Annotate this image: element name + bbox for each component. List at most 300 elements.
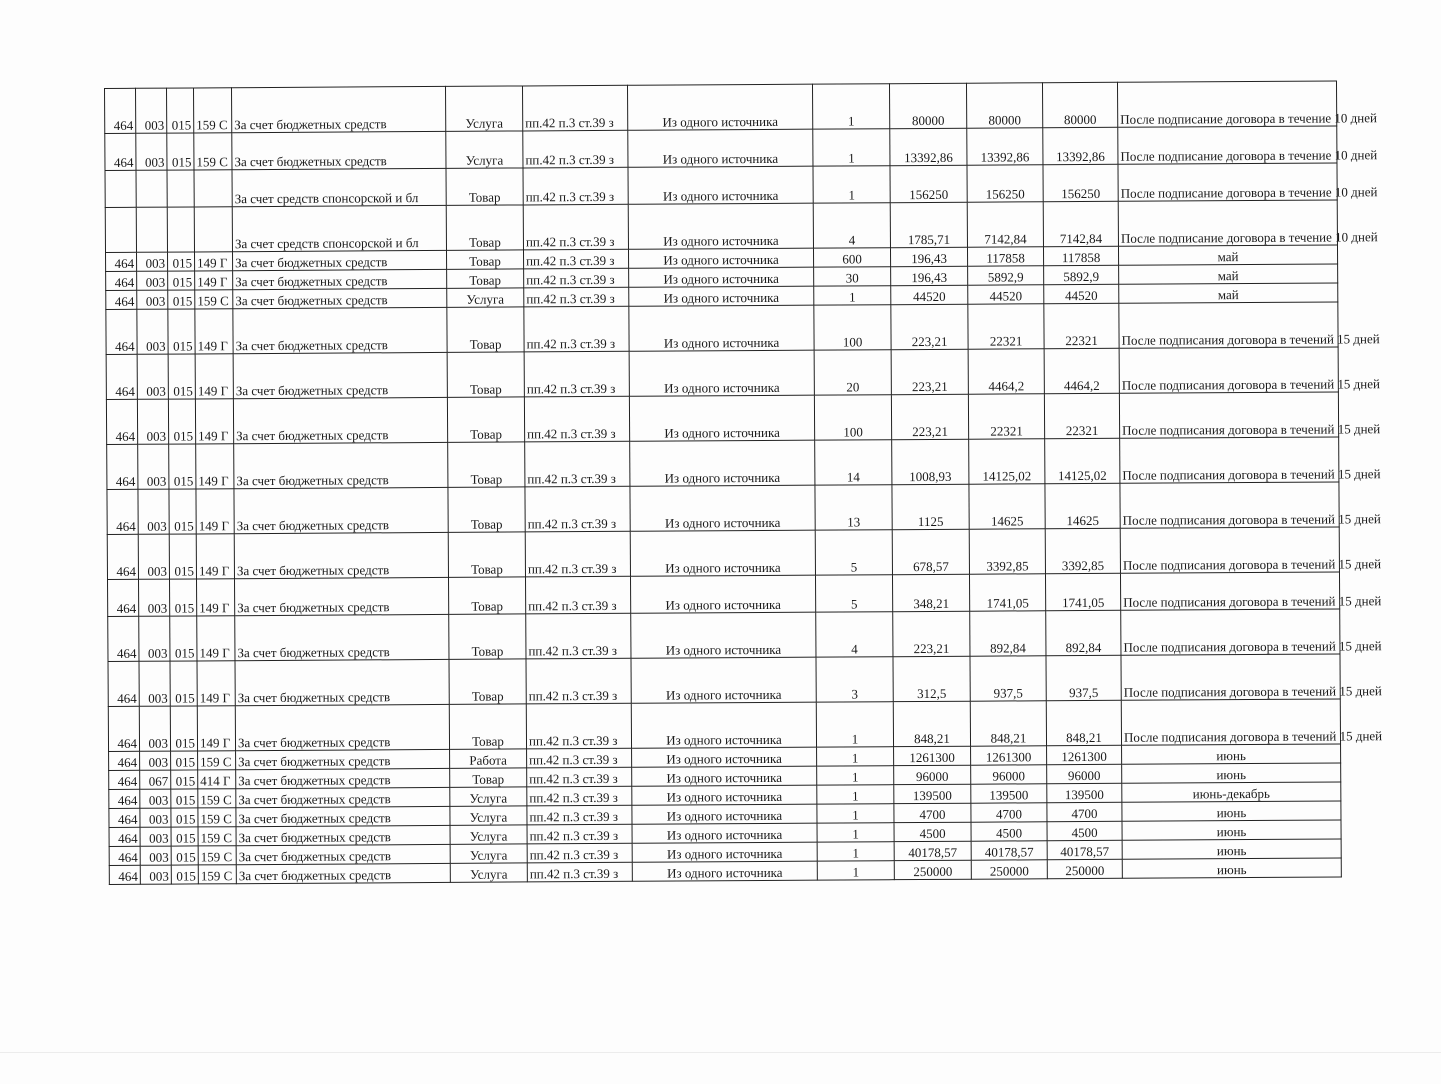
quantity-cell: 1 [817, 842, 894, 861]
unit-price-cell: 348,21 [892, 574, 969, 611]
planned-sum-cell: 44520 [1044, 284, 1119, 303]
legal-basis-cell: пп.42 п.3 ст.39 з [524, 287, 629, 307]
unit-price-cell: 250000 [894, 860, 971, 879]
funding-source-cell: За счет бюджетных средств [235, 614, 449, 660]
delivery-term-cell: После подписания договора в течений 15 дней [1121, 699, 1340, 745]
funding-source-cell: За счет бюджетных средств [235, 659, 449, 705]
funding-source-cell: За счет бюджетных средств [233, 352, 447, 398]
code-3-cell: 015 [169, 534, 196, 579]
procurement-method-cell: Из одного источника [630, 575, 815, 613]
code-1-cell [105, 207, 136, 252]
legal-basis-cell: пп.42 п.3 ст.39 з [527, 748, 632, 768]
legal-basis-cell: пп.42 п.3 ст.39 з [525, 486, 630, 532]
code-2-cell: 003 [140, 789, 171, 808]
procurement-method-cell: Из одного источника [629, 267, 814, 287]
quantity-cell: 20 [814, 350, 891, 395]
quantity-cell: 1 [817, 804, 894, 823]
code-1-cell: 464 [109, 770, 140, 789]
procurement-method-cell: Из одного источника [629, 395, 814, 441]
planned-sum-cell: 14625 [1045, 483, 1120, 528]
funding-source-cell: За счет бюджетных средств [236, 787, 450, 807]
code-4-cell [194, 207, 232, 252]
legal-basis-cell: пп.42 п.3 ст.39 з [527, 805, 632, 825]
funding-source-cell: За счет бюджетных средств [233, 250, 447, 270]
funding-source-cell: За счет бюджетных средств [233, 397, 447, 443]
quantity-cell: 5 [815, 530, 892, 575]
code-2-cell: 003 [138, 534, 169, 579]
item-kind-cell: Товар [448, 532, 525, 577]
table-row [107, 437, 1339, 490]
quantity-cell: 5 [815, 575, 892, 612]
code-4-cell: 159 С [194, 133, 232, 170]
planned-sum-cell: 80000 [1042, 82, 1117, 127]
delivery-term-cell: После подписание договора в течение 10 дней [1117, 81, 1336, 127]
unit-price-cell: 196,43 [890, 247, 967, 266]
code-2-cell: 003 [140, 827, 171, 846]
sum-cell: 892,84 [970, 611, 1046, 656]
planned-sum-cell: 3392,85 [1045, 528, 1120, 573]
table-row [106, 347, 1338, 400]
code-1-cell: 464 [109, 751, 140, 770]
delivery-term-cell: июнь [1122, 744, 1341, 764]
legal-basis-cell: пп.42 п.3 ст.39 з [523, 167, 628, 205]
page-bottom-edge [0, 1052, 1441, 1053]
funding-source-cell: За счет бюджетных средств [236, 768, 450, 788]
code-4-cell: 159 С [198, 789, 236, 808]
unit-price-cell: 80000 [889, 83, 966, 128]
funding-source-cell: За счет бюджетных средств [235, 704, 449, 750]
planned-sum-cell: 4700 [1047, 802, 1122, 821]
planned-sum-cell: 139500 [1047, 783, 1122, 802]
quantity-cell: 100 [814, 305, 891, 350]
code-2-cell: 003 [139, 616, 170, 661]
sum-cell: 96000 [971, 765, 1047, 784]
delivery-term-cell: май [1119, 264, 1338, 284]
sum-cell: 22321 [968, 394, 1044, 439]
unit-price-cell: 1785,71 [890, 202, 967, 247]
sum-cell: 1741,05 [969, 574, 1045, 611]
procurement-method-cell: Из одного источника [630, 485, 815, 531]
unit-price-cell: 223,21 [891, 394, 968, 439]
code-2-cell: 067 [140, 770, 171, 789]
sum-cell: 3392,85 [969, 529, 1045, 574]
code-2-cell: 003 [140, 846, 171, 865]
procurement-method-cell: Из одного источника [631, 657, 816, 703]
legal-basis-cell: пп.42 п.3 ст.39 з [525, 441, 630, 487]
code-2-cell: 003 [140, 808, 171, 827]
funding-source-cell: За счет бюджетных средств [236, 825, 450, 845]
code-2-cell: 003 [137, 309, 168, 354]
delivery-term-cell: После подписания договора в течений 15 дней [1119, 347, 1338, 393]
item-kind-cell: Товар [447, 307, 524, 352]
procurement-method-cell: Из одного источника [628, 129, 813, 167]
code-4-cell: 159 С [195, 290, 233, 309]
legal-basis-cell: пп.42 п.3 ст.39 з [527, 843, 632, 863]
procurement-method-cell: Из одного источника [629, 350, 814, 396]
planned-sum-cell: 22321 [1044, 393, 1119, 438]
sum-cell: 117858 [967, 247, 1043, 266]
unit-price-cell: 4700 [894, 803, 971, 822]
item-kind-cell: Услуга [450, 825, 527, 844]
item-kind-cell: Услуга [446, 131, 523, 168]
code-2-cell: 003 [136, 133, 167, 170]
quantity-cell: 1 [813, 129, 890, 166]
code-3-cell: 015 [168, 271, 195, 290]
sum-cell: 14125,02 [969, 439, 1045, 484]
code-3-cell: 015 [171, 846, 198, 865]
code-1-cell: 464 [109, 808, 140, 827]
delivery-term-cell: июнь [1122, 820, 1341, 840]
unit-price-cell: 156250 [890, 165, 967, 202]
code-1-cell: 464 [106, 309, 137, 354]
item-kind-cell: Товар [449, 704, 526, 749]
unit-price-cell: 223,21 [891, 304, 968, 349]
code-2-cell: 003 [138, 489, 169, 534]
planned-sum-cell: 7142,84 [1043, 201, 1118, 246]
procurement-method-cell: Из одного источника [630, 530, 815, 576]
procurement-method-cell: Из одного источника [631, 702, 816, 748]
code-3-cell: 015 [169, 489, 196, 534]
sum-cell: 156250 [967, 165, 1043, 202]
code-1-cell: 464 [109, 789, 140, 808]
code-3-cell: 015 [168, 309, 195, 354]
unit-price-cell: 1125 [892, 484, 969, 529]
code-1-cell: 464 [106, 271, 137, 290]
quantity-cell: 600 [813, 248, 890, 267]
item-kind-cell: Товар [449, 659, 526, 704]
code-4-cell: 149 Г [197, 579, 235, 616]
procurement-method-cell: Из одного источника [629, 286, 814, 306]
funding-source-cell: За счет бюджетных средств [233, 269, 447, 289]
procurement-method-cell: Из одного источника [632, 747, 817, 767]
legal-basis-cell: пп.42 п.3 ст.39 з [525, 576, 630, 614]
code-2-cell: 003 [137, 399, 168, 444]
item-kind-cell: Товар [447, 397, 524, 442]
funding-source-cell: За счет средств спонсорской и бл [232, 205, 446, 251]
funding-source-cell: За счет бюджетных средств [233, 288, 447, 308]
item-kind-cell: Товар [448, 577, 525, 614]
delivery-term-cell: После подписания договора в течений 15 дней [1121, 654, 1340, 700]
item-kind-cell: Товар [446, 168, 523, 205]
procurement-method-cell: Из одного источника [629, 305, 814, 351]
sum-cell: 1261300 [971, 746, 1047, 765]
code-2-cell: 003 [140, 865, 171, 884]
sum-cell: 22321 [968, 304, 1044, 349]
quantity-cell: 1 [812, 84, 889, 129]
planned-sum-cell: 1261300 [1047, 745, 1122, 764]
procurement-method-cell: Из одного источника [632, 823, 817, 843]
legal-basis-cell: пп.42 п.3 ст.39 з [524, 306, 629, 352]
planned-sum-cell: 1741,05 [1045, 573, 1120, 610]
procurement-method-cell: Из одного источника [628, 248, 813, 268]
code-4-cell: 149 Г [196, 489, 234, 534]
code-3-cell: 015 [167, 133, 194, 170]
planned-sum-cell: 117858 [1043, 246, 1118, 265]
unit-price-cell: 4500 [894, 822, 971, 841]
quantity-cell: 4 [813, 203, 890, 248]
delivery-term-cell: После подписания договора в течений 15 дней [1120, 572, 1339, 610]
code-1-cell: 464 [109, 865, 140, 884]
sum-cell: 4700 [971, 803, 1047, 822]
item-kind-cell: Товар [447, 352, 524, 397]
sum-cell: 937,5 [970, 656, 1046, 701]
quantity-cell: 30 [814, 267, 891, 286]
code-1-cell: 464 [106, 354, 137, 399]
legal-basis-cell: пп.42 п.3 ст.39 з [523, 130, 628, 168]
code-2-cell: 003 [139, 661, 170, 706]
code-3-cell: 015 [169, 444, 196, 489]
code-1-cell: 464 [106, 399, 137, 444]
code-4-cell: 149 Г [195, 271, 233, 290]
planned-sum-cell: 40178,57 [1047, 840, 1122, 859]
code-3-cell [167, 170, 194, 207]
table-row [105, 200, 1337, 253]
delivery-term-cell: май [1118, 245, 1337, 265]
code-4-cell: 149 Г [195, 354, 233, 399]
delivery-term-cell: После подписания договора в течений 15 дней [1121, 609, 1340, 655]
code-1-cell: 464 [108, 706, 139, 751]
legal-basis-cell: пп.42 п.3 ст.39 з [526, 658, 631, 704]
code-1-cell: 464 [107, 489, 138, 534]
item-kind-cell: Услуга [450, 844, 527, 863]
funding-source-cell: За счет бюджетных средств [234, 532, 448, 578]
quantity-cell: 1 [817, 861, 894, 880]
unit-price-cell: 13392,86 [890, 128, 967, 165]
code-3-cell: 015 [171, 808, 198, 827]
unit-price-cell: 96000 [894, 765, 971, 784]
delivery-term-cell: май [1119, 283, 1338, 303]
funding-source-cell: За счет бюджетных средств [235, 577, 449, 615]
procurement-method-cell: Из одного источника [628, 203, 813, 249]
legal-basis-cell: пп.42 п.3 ст.39 з [523, 204, 628, 250]
delivery-term-cell: После подписания договора в течений 15 дней [1120, 527, 1339, 573]
code-3-cell: 015 [171, 770, 198, 789]
code-3-cell: 015 [170, 579, 197, 616]
planned-sum-cell: 4464,2 [1044, 348, 1119, 393]
sum-cell: 80000 [966, 83, 1042, 128]
delivery-term-cell: После подписания договора в течений 15 дней [1120, 437, 1339, 483]
code-1-cell: 464 [105, 88, 136, 133]
planned-sum-cell: 13392,86 [1043, 127, 1118, 164]
code-3-cell: 015 [171, 865, 198, 884]
planned-sum-cell: 156250 [1043, 164, 1118, 201]
delivery-term-cell: После подписания договора в течений 15 дней [1119, 392, 1338, 438]
code-4-cell: 159 С [198, 846, 236, 865]
code-4-cell: 149 Г [197, 661, 235, 706]
item-kind-cell: Услуга [450, 863, 527, 882]
quantity-cell: 100 [814, 395, 891, 440]
code-2-cell: 003 [138, 444, 169, 489]
sum-cell: 40178,57 [971, 841, 1047, 860]
delivery-term-cell: После подписания договора в течений 15 дней [1120, 482, 1339, 528]
code-4-cell: 149 Г [196, 444, 234, 489]
item-kind-cell: Услуга [450, 787, 527, 806]
item-kind-cell: Услуга [447, 288, 524, 307]
funding-source-cell: За счет бюджетных средств [236, 844, 450, 864]
quantity-cell: 1 [816, 702, 893, 747]
funding-source-cell: За счет бюджетных средств [234, 487, 448, 533]
table-body [105, 81, 1383, 885]
code-2-cell: 003 [139, 706, 170, 751]
funding-source-cell: За счет бюджетных средств [233, 307, 447, 353]
code-1-cell: 464 [106, 252, 137, 271]
unit-price-cell: 139500 [894, 784, 971, 803]
code-2-cell: 003 [137, 252, 168, 271]
funding-source-cell: За счет бюджетных средств [234, 442, 448, 488]
code-2-cell: 003 [140, 751, 171, 770]
code-2-cell [136, 170, 167, 207]
funding-source-cell: За счет бюджетных средств [236, 863, 450, 883]
table-row [107, 482, 1339, 535]
quantity-cell: 1 [817, 785, 894, 804]
code-3-cell: 015 [170, 661, 197, 706]
code-4-cell: 149 Г [196, 534, 234, 579]
planned-sum-cell: 4500 [1047, 821, 1122, 840]
sum-cell: 139500 [971, 784, 1047, 803]
code-4-cell: 149 Г [197, 616, 235, 661]
planned-sum-cell: 937,5 [1046, 655, 1121, 700]
funding-source-cell: За счет бюджетных средств [236, 749, 450, 769]
code-1-cell: 464 [108, 616, 139, 661]
code-3-cell: 015 [170, 706, 197, 751]
quantity-cell: 1 [814, 286, 891, 305]
code-4-cell: 159 С [198, 751, 236, 770]
item-kind-cell: Товар [448, 487, 525, 532]
procurement-method-cell: Из одного источника [628, 166, 813, 204]
code-1-cell: 464 [106, 290, 137, 309]
sum-cell: 250000 [971, 860, 1047, 879]
item-kind-cell: Товар [449, 614, 526, 659]
code-4-cell: 149 Г [195, 252, 233, 271]
code-3-cell: 015 [168, 290, 195, 309]
funding-source-cell: За счет бюджетных средств [232, 86, 446, 132]
code-3-cell: 015 [170, 616, 197, 661]
code-2-cell: 003 [137, 354, 168, 399]
item-kind-cell: Товар [447, 269, 524, 288]
unit-price-cell: 678,57 [892, 529, 969, 574]
quantity-cell: 1 [813, 166, 890, 203]
procurement-method-cell: Из одного источника [632, 804, 817, 824]
unit-price-cell: 223,21 [891, 349, 968, 394]
unit-price-cell: 44520 [891, 285, 968, 304]
delivery-term-cell: июнь [1122, 858, 1341, 878]
code-4-cell: 149 Г [197, 706, 235, 751]
legal-basis-cell: пп.42 п.3 ст.39 з [526, 703, 631, 749]
legal-basis-cell: пп.42 п.3 ст.39 з [524, 351, 629, 397]
code-1-cell [105, 170, 136, 207]
code-4-cell: 149 Г [195, 399, 233, 444]
table-row [106, 392, 1338, 445]
unit-price-cell: 40178,57 [894, 841, 971, 860]
procurement-method-cell: Из одного источника [632, 842, 817, 862]
item-kind-cell: Товар [446, 250, 523, 269]
delivery-term-cell: После подписания договора в течений 15 дней [1119, 302, 1338, 348]
code-4-cell: 159 С [198, 865, 236, 884]
legal-basis-cell: пп.42 п.3 ст.39 з [523, 249, 628, 269]
sum-cell: 4464,2 [968, 349, 1044, 394]
quantity-cell: 3 [816, 657, 893, 702]
unit-price-cell: 223,21 [893, 611, 970, 656]
quantity-cell: 4 [816, 612, 893, 657]
unit-price-cell: 1261300 [894, 746, 971, 765]
table-row [108, 699, 1340, 752]
code-2-cell: 003 [139, 579, 170, 616]
funding-source-cell: За счет бюджетных средств [232, 131, 446, 169]
legal-basis-cell: пп.42 п.3 ст.39 з [525, 531, 630, 577]
code-1-cell: 464 [107, 444, 138, 489]
planned-sum-cell: 250000 [1047, 859, 1122, 878]
code-1-cell: 464 [107, 534, 138, 579]
code-1-cell: 464 [108, 661, 139, 706]
item-kind-cell: Услуга [445, 86, 522, 131]
delivery-term-cell: июнь [1122, 763, 1341, 783]
quantity-cell: 13 [815, 485, 892, 530]
code-2-cell: 003 [137, 290, 168, 309]
code-3-cell: 015 [171, 827, 198, 846]
table-row [107, 527, 1339, 580]
planned-sum-cell: 96000 [1047, 764, 1122, 783]
code-3-cell: 015 [171, 751, 198, 770]
sum-cell: 44520 [968, 285, 1044, 304]
delivery-term-cell: июнь [1122, 801, 1341, 821]
item-kind-cell: Услуга [450, 806, 527, 825]
procurement-table-sheet [104, 80, 1383, 885]
sum-cell: 7142,84 [967, 202, 1043, 247]
legal-basis-cell: пп.42 п.3 ст.39 з [527, 786, 632, 806]
unit-price-cell: 196,43 [891, 266, 968, 285]
delivery-term-cell: июнь-декабрь [1122, 782, 1341, 802]
code-4-cell: 159 С [198, 808, 236, 827]
procurement-table [104, 80, 1383, 885]
procurement-method-cell: Из одного источника [627, 84, 812, 130]
code-3-cell: 015 [167, 88, 194, 133]
unit-price-cell: 848,21 [893, 701, 970, 746]
code-1-cell: 464 [109, 827, 140, 846]
table-row [106, 302, 1338, 355]
table-row [108, 654, 1340, 707]
legal-basis-cell: пп.42 п.3 ст.39 з [522, 85, 627, 131]
quantity-cell: 14 [815, 440, 892, 485]
code-3-cell: 015 [168, 252, 195, 271]
quantity-cell: 1 [817, 747, 894, 766]
procurement-method-cell: Из одного источника [632, 766, 817, 786]
code-1-cell: 464 [108, 579, 139, 616]
funding-source-cell: За счет бюджетных средств [236, 806, 450, 826]
code-2-cell: 003 [137, 271, 168, 290]
procurement-method-cell: Из одного источника [631, 612, 816, 658]
planned-sum-cell: 892,84 [1046, 610, 1121, 655]
delivery-term-cell: После подписание договора в течение 10 дней [1118, 126, 1337, 164]
code-4-cell: 414 Г [198, 770, 236, 789]
code-4-cell: 159 С [194, 88, 232, 133]
sum-cell: 4500 [971, 822, 1047, 841]
code-2-cell [136, 207, 167, 252]
item-kind-cell: Товар [448, 442, 525, 487]
legal-basis-cell: пп.42 п.3 ст.39 з [524, 396, 629, 442]
legal-basis-cell: пп.42 п.3 ст.39 з [527, 767, 632, 787]
delivery-term-cell: После подписание договора в течение 10 дней [1118, 200, 1337, 246]
item-kind-cell: Товар [446, 205, 523, 250]
code-4-cell [194, 170, 232, 207]
unit-price-cell: 312,5 [893, 656, 970, 701]
sum-cell: 14625 [969, 484, 1045, 529]
delivery-term-cell: июнь [1122, 839, 1341, 859]
planned-sum-cell: 22321 [1044, 303, 1119, 348]
code-3-cell: 015 [168, 399, 195, 444]
quantity-cell: 1 [817, 823, 894, 842]
procurement-method-cell: Из одного источника [630, 440, 815, 486]
procurement-method-cell: Из одного источника [632, 861, 817, 881]
